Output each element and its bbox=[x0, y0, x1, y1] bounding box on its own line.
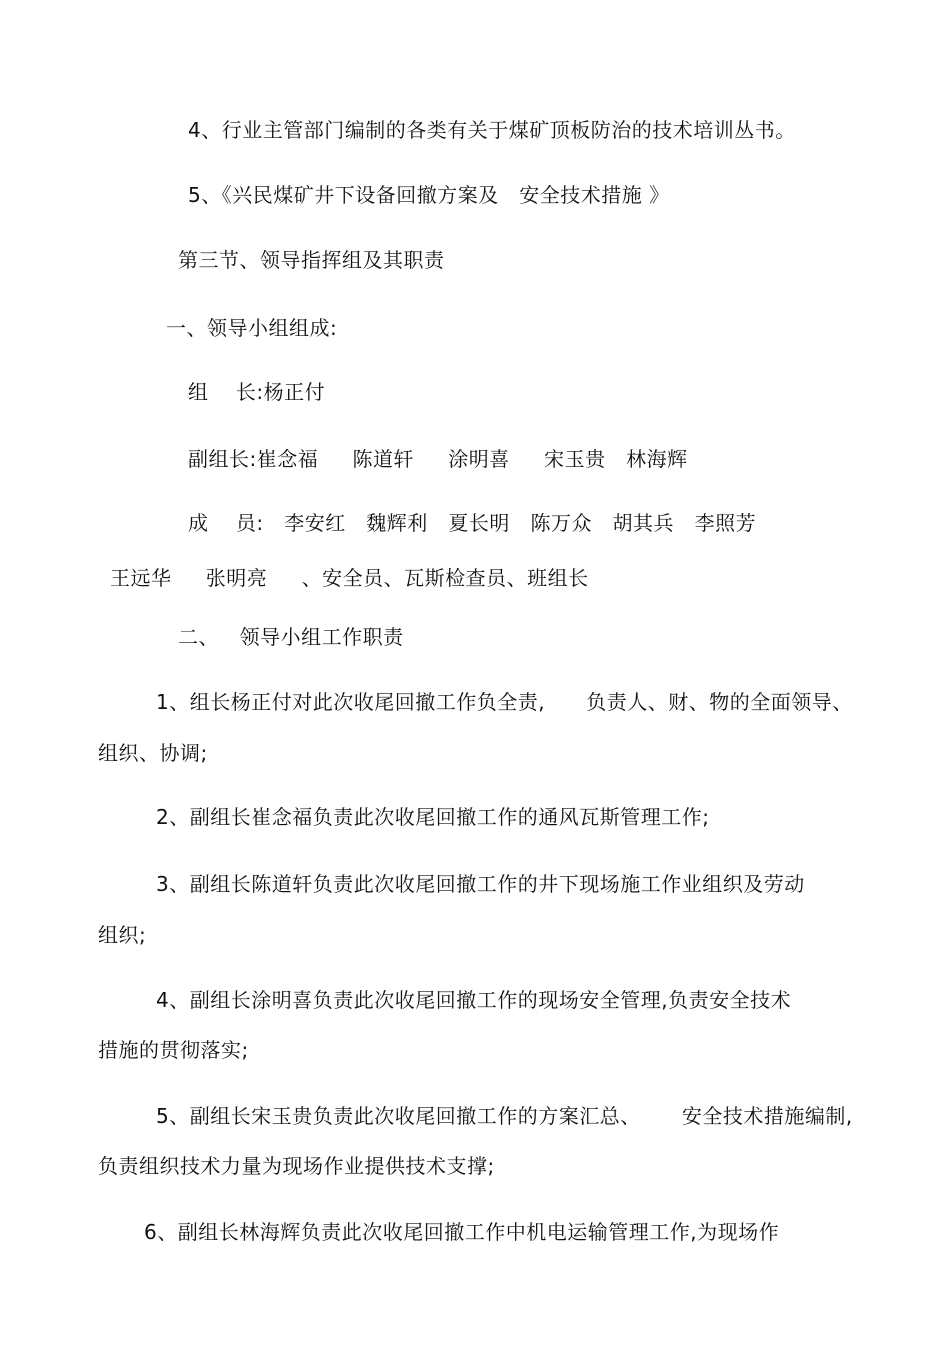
duty-item-6: 6、副组长林海辉负责此次收尾回撤工作中机电运输管理工作,为现场作 bbox=[144, 1220, 780, 1244]
section-heading: 第三节、领导指挥组及其职责 bbox=[178, 248, 445, 272]
duty-item-3-continued: 组织; bbox=[98, 923, 147, 947]
duty-item-3: 3、副组长陈道轩负责此次收尾回撤工作的井下现场施工作业组织及劳动 bbox=[156, 872, 805, 896]
duty-item-4-continued: 措施的贯彻落实; bbox=[98, 1038, 249, 1062]
reference-item-4: 4、行业主管部门编制的各类有关于煤矿顶板防治的技术培训丛书。 bbox=[188, 118, 796, 142]
duty-item-5-continued: 负责组织技术力量为现场作业提供技术支撑; bbox=[98, 1154, 495, 1178]
duty-item-4: 4、副组长涂明喜负责此次收尾回撤工作的现场安全管理,负责安全技术 bbox=[156, 988, 792, 1012]
subheading-group-duties: 二、 领导小组工作职责 bbox=[178, 625, 404, 649]
duty-item-2: 2、副组长崔念福负责此次收尾回撤工作的通风瓦斯管理工作; bbox=[156, 805, 710, 829]
reference-item-5: 5、《兴民煤矿井下设备回撤方案及 安全技术措施 》 bbox=[188, 183, 670, 207]
group-leader-line: 组 长:杨正付 bbox=[188, 380, 326, 404]
duty-item-1: 1、组长杨正付对此次收尾回撤工作负全责, 负责人、财、物的全面领导、 bbox=[156, 690, 853, 714]
duty-item-5: 5、副组长宋玉贵负责此次收尾回撤工作的方案汇总、 安全技术措施编制, bbox=[156, 1104, 853, 1128]
members-line: 成 员: 李安红 魏辉利 夏长明 陈万众 胡其兵 李照芳 bbox=[188, 511, 757, 535]
duty-item-1-continued: 组织、协调; bbox=[98, 741, 208, 765]
deputy-leaders-line: 副组长:崔念福 陈道轩 涂明喜 宋玉贵 林海辉 bbox=[188, 447, 688, 471]
subheading-group-composition: 一、领导小组组成: bbox=[166, 316, 338, 340]
members-line-continued: 王远华 张明亮 、安全员、瓦斯检查员、班组长 bbox=[110, 566, 589, 590]
